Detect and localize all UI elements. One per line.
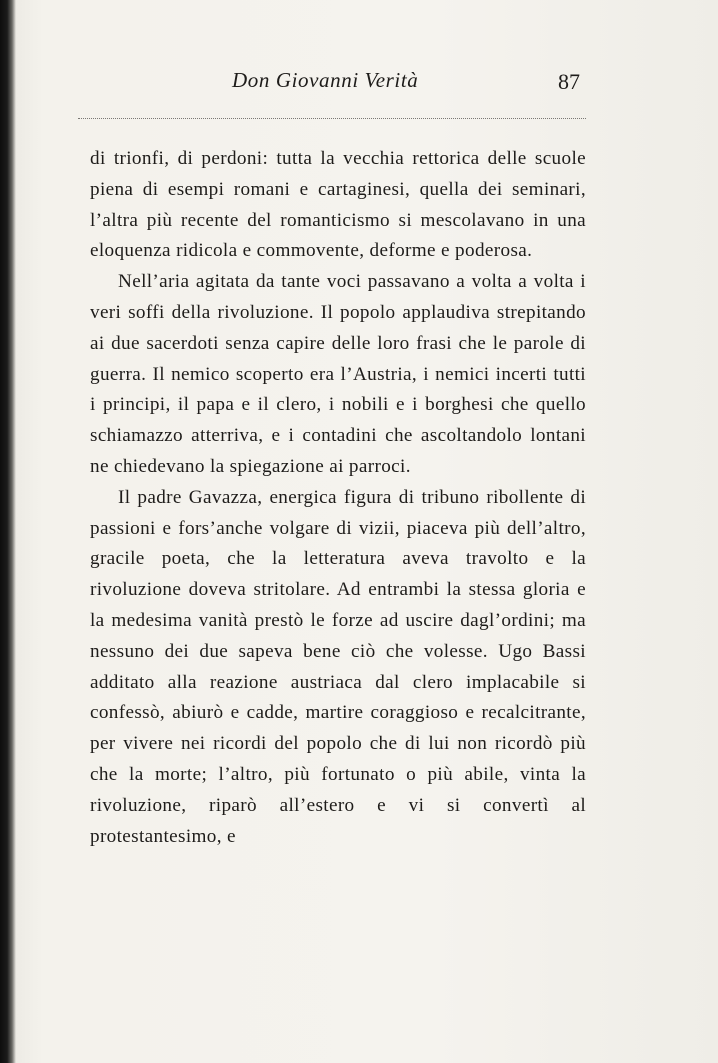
- book-spine-shadow: [0, 0, 16, 1063]
- page-number: 87: [558, 69, 580, 94]
- paragraph-1: di trionfi, di perdoni: tutta la vecchia rettorica delle scuole piena di esempi romani e cartaginesi, quella dei seminari, l’altra più recente del romanticismo si mescolavano in una eloquenza ridicola e commovente, deforme e poderosa.: [90, 148, 586, 262]
- running-header: [0, 68, 718, 104]
- header-divider: [78, 118, 586, 119]
- paragraph-2: Nell’aria agitata da tante voci passavano a volta a volta i veri soffi della rivoluzione. Il popolo applaudiva strepitando ai due sacerdoti senza capire delle loro frasi che le parole di guerra. Il nemico scoperto era l’Austria, i nemici incerti tutti i principi, il papa e il clero, i nobili e i borghesi che quello schiamazzo atterriva, e i contadini che ascoltandolo lontani ne chiedevano la spiegazione ai parroci.: [90, 271, 586, 477]
- running-title: Don Giovanni Verità: [232, 68, 419, 92]
- paragraph-3: Il padre Gavazza, energica figura di tribuno ribollente di passioni e fors’anche volgare di vizii, piaceva più dell’altro, gracile poeta, che la letteratura aveva travolto e la rivoluzione doveva stritolare. Ad entrambi la stessa gloria e la medesima vanità prestò le forze ad uscire dagl’ordini; ma nessuno dei due sapeva bene ciò che volesse. Ugo Bassi additato alla reazione austriaca dal clero implacabile si confessò, abiurò e cadde, martire coraggioso e recalcitrante, per vivere nei ricordi del popolo che di lui non ricordò più che la morte; l’altro, più fortunato o più abile, vinta la rivoluzione, riparò all’estero e vi si convertì al protestantesimo, e: [90, 486, 586, 847]
- body-text: [90, 144, 586, 852]
